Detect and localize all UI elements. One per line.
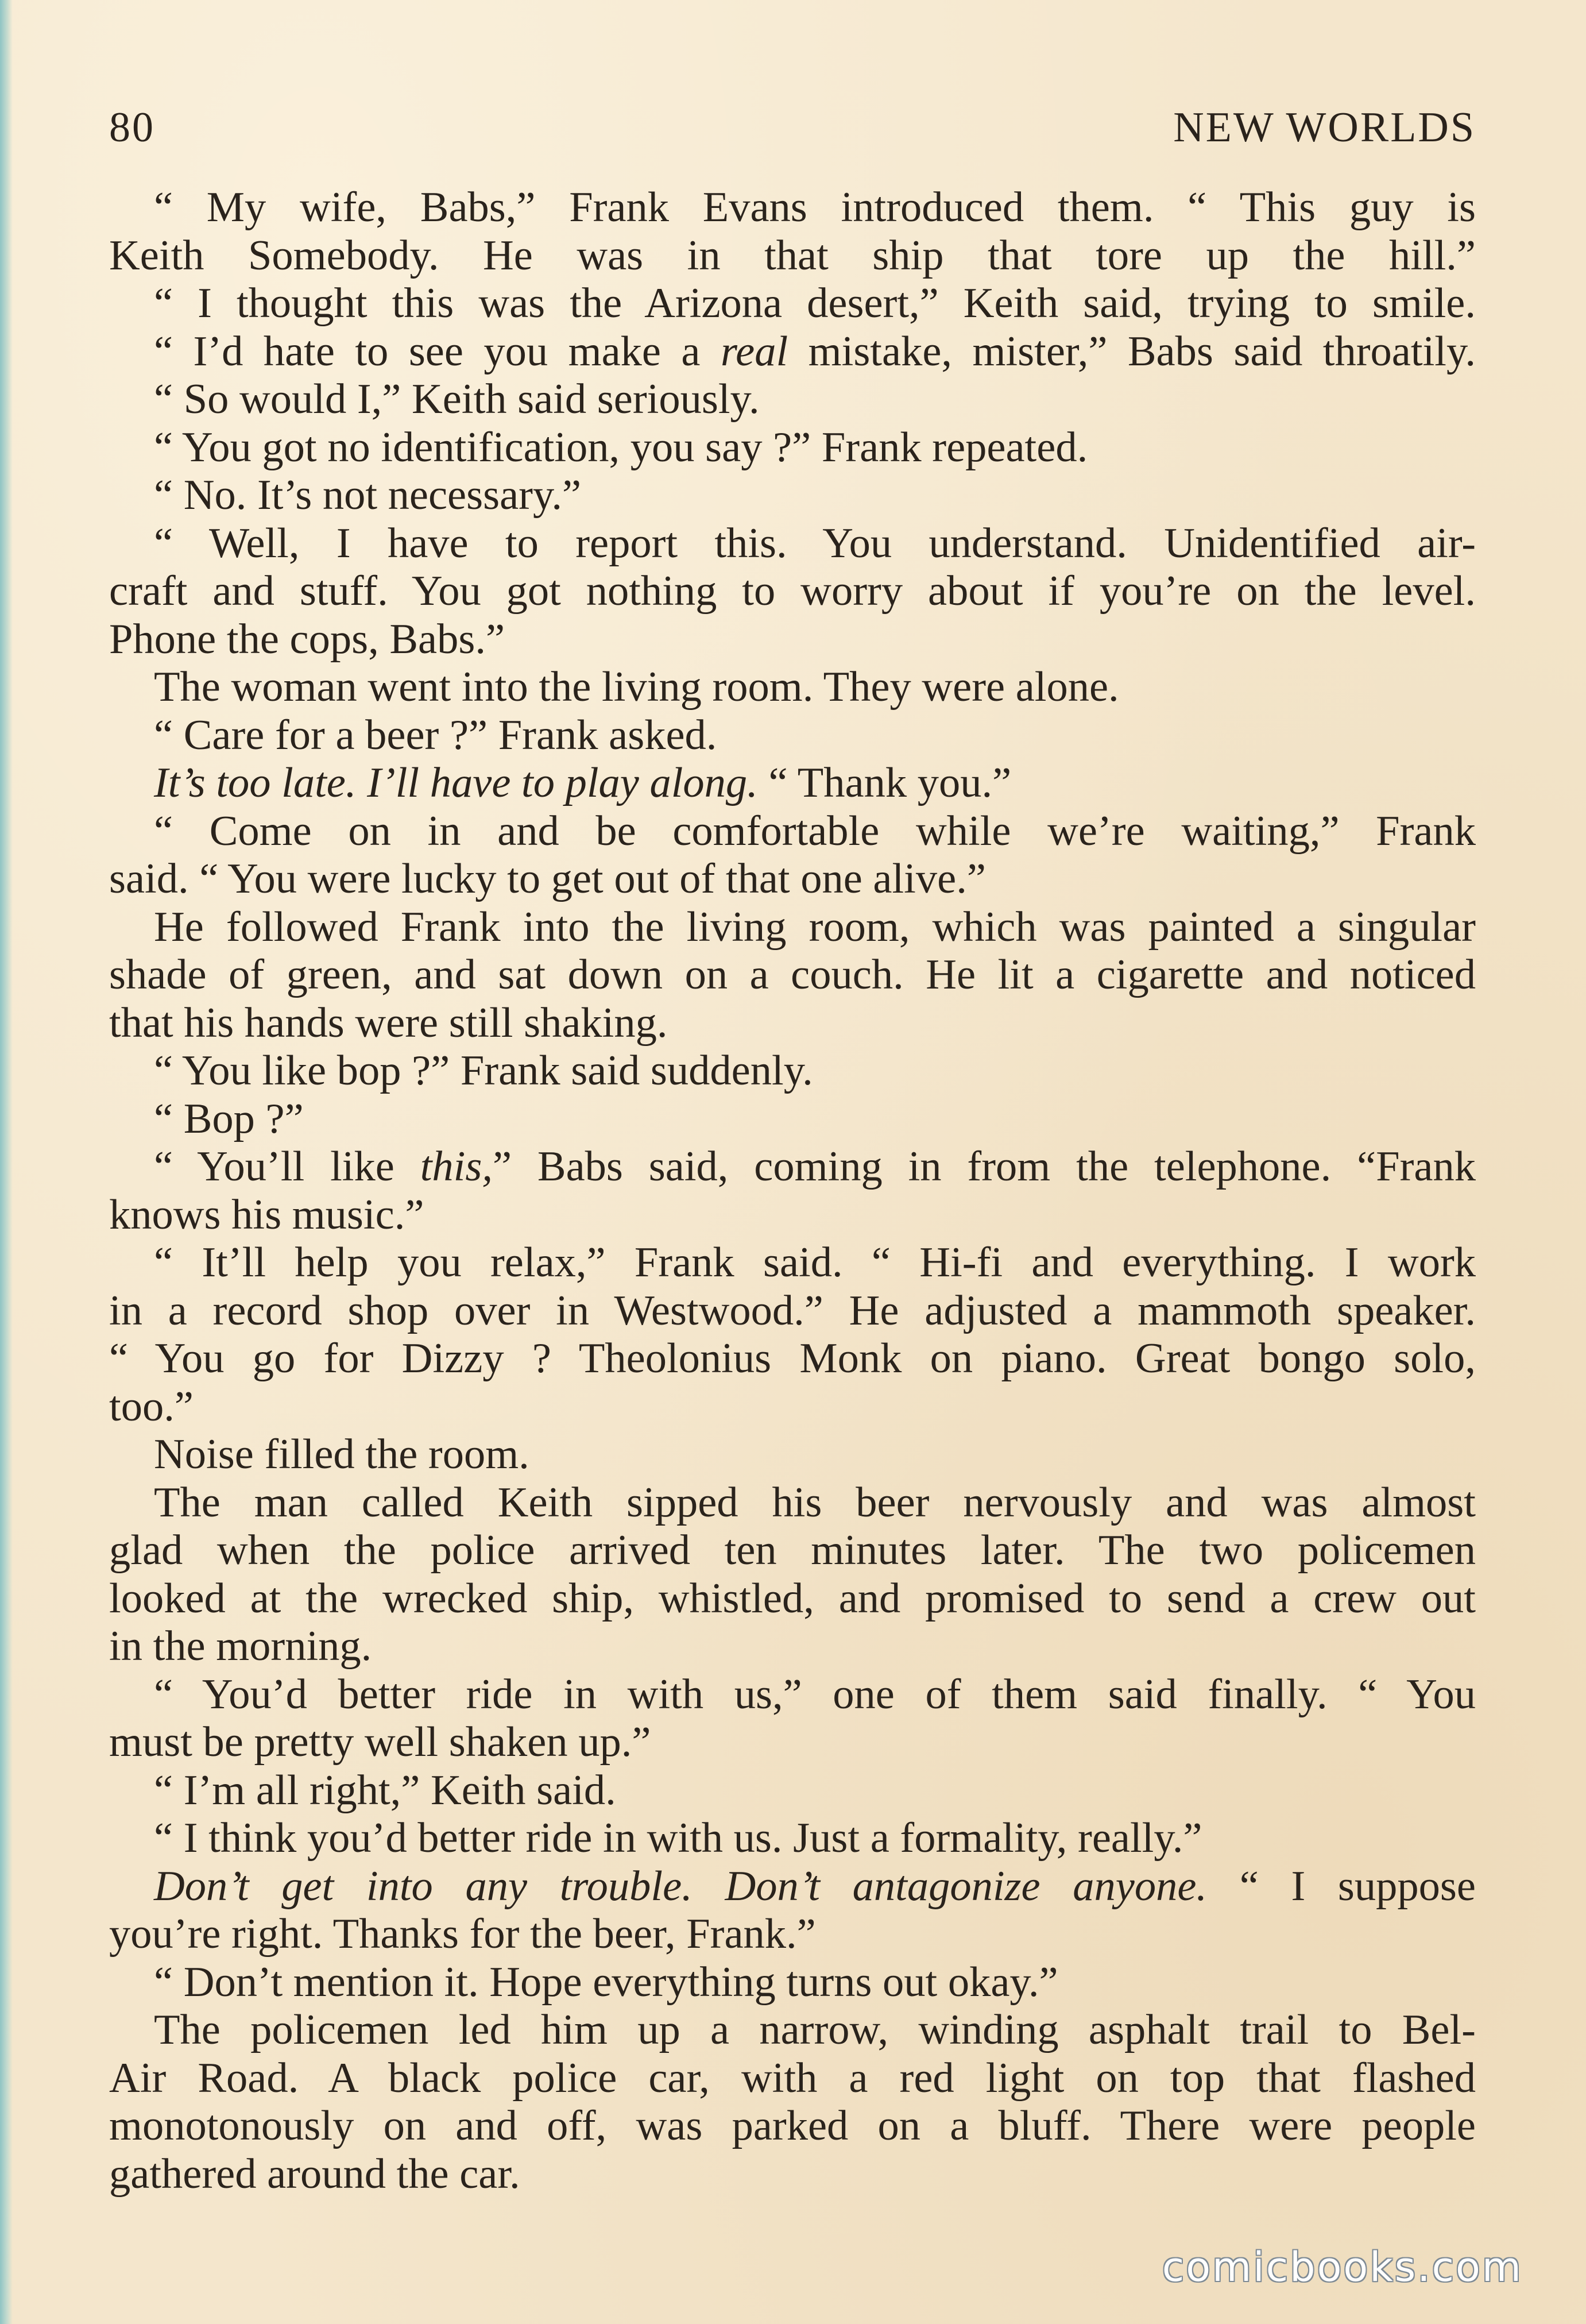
running-header: [109, 98, 1476, 155]
text-line: [109, 1239, 1476, 1287]
text-line: [109, 424, 1476, 472]
text-line: [109, 1527, 1476, 1575]
text-line: [109, 2151, 1476, 2199]
text-line: [109, 1287, 1476, 1335]
text-run: “ Thank you.”: [757, 759, 1012, 806]
text-line: [109, 1575, 1476, 1623]
text-line: [109, 1383, 1476, 1431]
text-run: The man called Keith sipped his beer nervously and was almost: [154, 1478, 1476, 1526]
text-run: Air Road. A black police car, with a red light on top that flashed: [109, 2054, 1476, 2102]
text-line: [109, 1191, 1476, 1240]
text-run: shade of green, and sat down on a couch. He lit a cigarette and noticed: [109, 951, 1476, 998]
text-run: The woman went into the living room. They were alone.: [154, 663, 1119, 711]
text-run: “ You like bop ?” Frank said suddenly.: [154, 1047, 813, 1094]
text-run: in a record shop over in Westwood.” He adjusted a mammoth speaker.: [109, 1287, 1476, 1334]
page-number: 80: [109, 104, 155, 151]
text-line: [109, 520, 1476, 568]
text-run: “ Come on in and be comfortable while we’re waiting,” Frank: [154, 807, 1476, 855]
text-run: “ I’m all right,” Keith said.: [154, 1766, 616, 1814]
text-run: “ You got no identification, you say ?” Frank repeated.: [154, 423, 1088, 471]
text-line: [109, 280, 1476, 328]
text-run: gathered around the car.: [109, 2150, 520, 2198]
text-run: “ I thought this was the Arizona desert,” Keith said, trying to smile.: [154, 280, 1476, 327]
text-line: [109, 2055, 1476, 2103]
italic-text: this,: [420, 1143, 493, 1190]
text-line: [109, 616, 1476, 664]
text-line: [109, 951, 1476, 999]
text-line: [109, 1143, 1476, 1191]
text-line: [109, 759, 1476, 808]
text-run: glad when the police arrived ten minutes later. The two policemen: [109, 1527, 1476, 1574]
running-title: NEW WORLDS: [1173, 104, 1476, 151]
text-run: looked at the wrecked ship, whistled, and promised to send a crew out: [109, 1574, 1476, 1622]
text-run: “ So would I,” Keith said seriously.: [154, 376, 760, 423]
watermark: comicbooks.com: [1162, 2244, 1523, 2291]
text-line: [109, 1719, 1476, 1767]
text-line: [109, 1815, 1476, 1863]
text-run: too.”: [109, 1383, 194, 1430]
text-line: [109, 2006, 1476, 2055]
text-run: “ I think you’d better ride in with us. Just a formality, really.”: [154, 1815, 1202, 1862]
text-run: said. “ You were lucky to get out of that one alive.”: [109, 855, 986, 902]
text-run: Phone the cops, Babs.”: [109, 615, 505, 663]
text-run: “ It’ll help you relax,” Frank said. “ Hi-fi and everything. I work: [154, 1239, 1476, 1286]
text-line: [109, 472, 1476, 520]
text-run: “ I’d hate to see you make a: [154, 327, 721, 375]
text-line: [109, 1863, 1476, 1911]
text-line: [109, 328, 1476, 376]
text-line: [109, 568, 1476, 616]
text-run: “ Care for a beer ?” Frank asked.: [154, 711, 717, 759]
text-run: “ Bop ?”: [154, 1095, 304, 1142]
text-run: Noise filled the room.: [154, 1431, 529, 1478]
text-line: [109, 1623, 1476, 1671]
text-line: [109, 808, 1476, 856]
text-line: [109, 1767, 1476, 1815]
text-run: craft and stuff. You got nothing to worry about if you’re on the level.: [109, 568, 1476, 615]
text-run: Keith Somebody. He was in that ship that tore up the hill.”: [109, 231, 1476, 279]
text-line: [109, 1095, 1476, 1144]
text-run: knows his music.”: [109, 1191, 424, 1238]
text-run: He followed Frank into the living room, which was painted a singular: [154, 903, 1476, 951]
text-line: [109, 2102, 1476, 2151]
text-run: “ No. It’s not necessary.”: [154, 472, 582, 519]
italic-text: real: [720, 327, 788, 375]
text-run: ” Babs said, coming in from the telephone. “Frank: [492, 1143, 1476, 1190]
text-run: “ Don’t mention it. Hope everything turns out okay.”: [154, 1958, 1058, 2006]
text-line: [109, 1671, 1476, 1719]
text-line: [109, 232, 1476, 280]
text-run: mistake, mister,” Babs said throatily.: [788, 327, 1476, 375]
text-run: “ I suppose: [1207, 1862, 1476, 1910]
text-line: [109, 1959, 1476, 2007]
text-line: [109, 1335, 1476, 1383]
text-run: that his hands were still shaking.: [109, 999, 668, 1047]
text-run: “ You’d better ride in with us,” one of them said finally. “ You: [154, 1670, 1476, 1718]
italic-text: It’s too late. I’ll have to play along.: [154, 759, 758, 806]
text-line: [109, 663, 1476, 712]
text-run: “ You go for Dizzy ? Theolonius Monk on piano. Great bongo solo,: [109, 1335, 1476, 1382]
text-run: must be pretty well shaken up.”: [109, 1719, 651, 1766]
italic-text: Don’t get into any trouble. Don’t antagonize anyone.: [154, 1862, 1208, 1910]
text-line: [109, 376, 1476, 424]
body-text: [109, 184, 1476, 2198]
text-line: [109, 1479, 1476, 1527]
text-run: “ My wife, Babs,” Frank Evans introduced them. “ This guy is: [154, 184, 1476, 231]
text-line: [109, 855, 1476, 904]
book-page: [109, 98, 1476, 2198]
text-line: [109, 1431, 1476, 1479]
text-run: in the morning.: [109, 1623, 372, 1670]
text-run: “ Well, I have to report this. You understand. Unidentified air-: [154, 519, 1476, 567]
text-line: [109, 904, 1476, 952]
text-run: “ You’ll like: [154, 1143, 420, 1190]
text-line: [109, 712, 1476, 760]
text-line: [109, 999, 1476, 1048]
page-edge-strip: [0, 0, 13, 2324]
text-run: monotonously on and off, was parked on a bluff. There were people: [109, 2102, 1476, 2149]
text-run: The policemen led him up a narrow, winding asphalt trail to Bel-: [154, 2006, 1476, 2053]
text-line: [109, 1047, 1476, 1095]
text-line: [109, 1910, 1476, 1959]
text-line: [109, 184, 1476, 232]
text-run: you’re right. Thanks for the beer, Frank.”: [109, 1910, 816, 1958]
